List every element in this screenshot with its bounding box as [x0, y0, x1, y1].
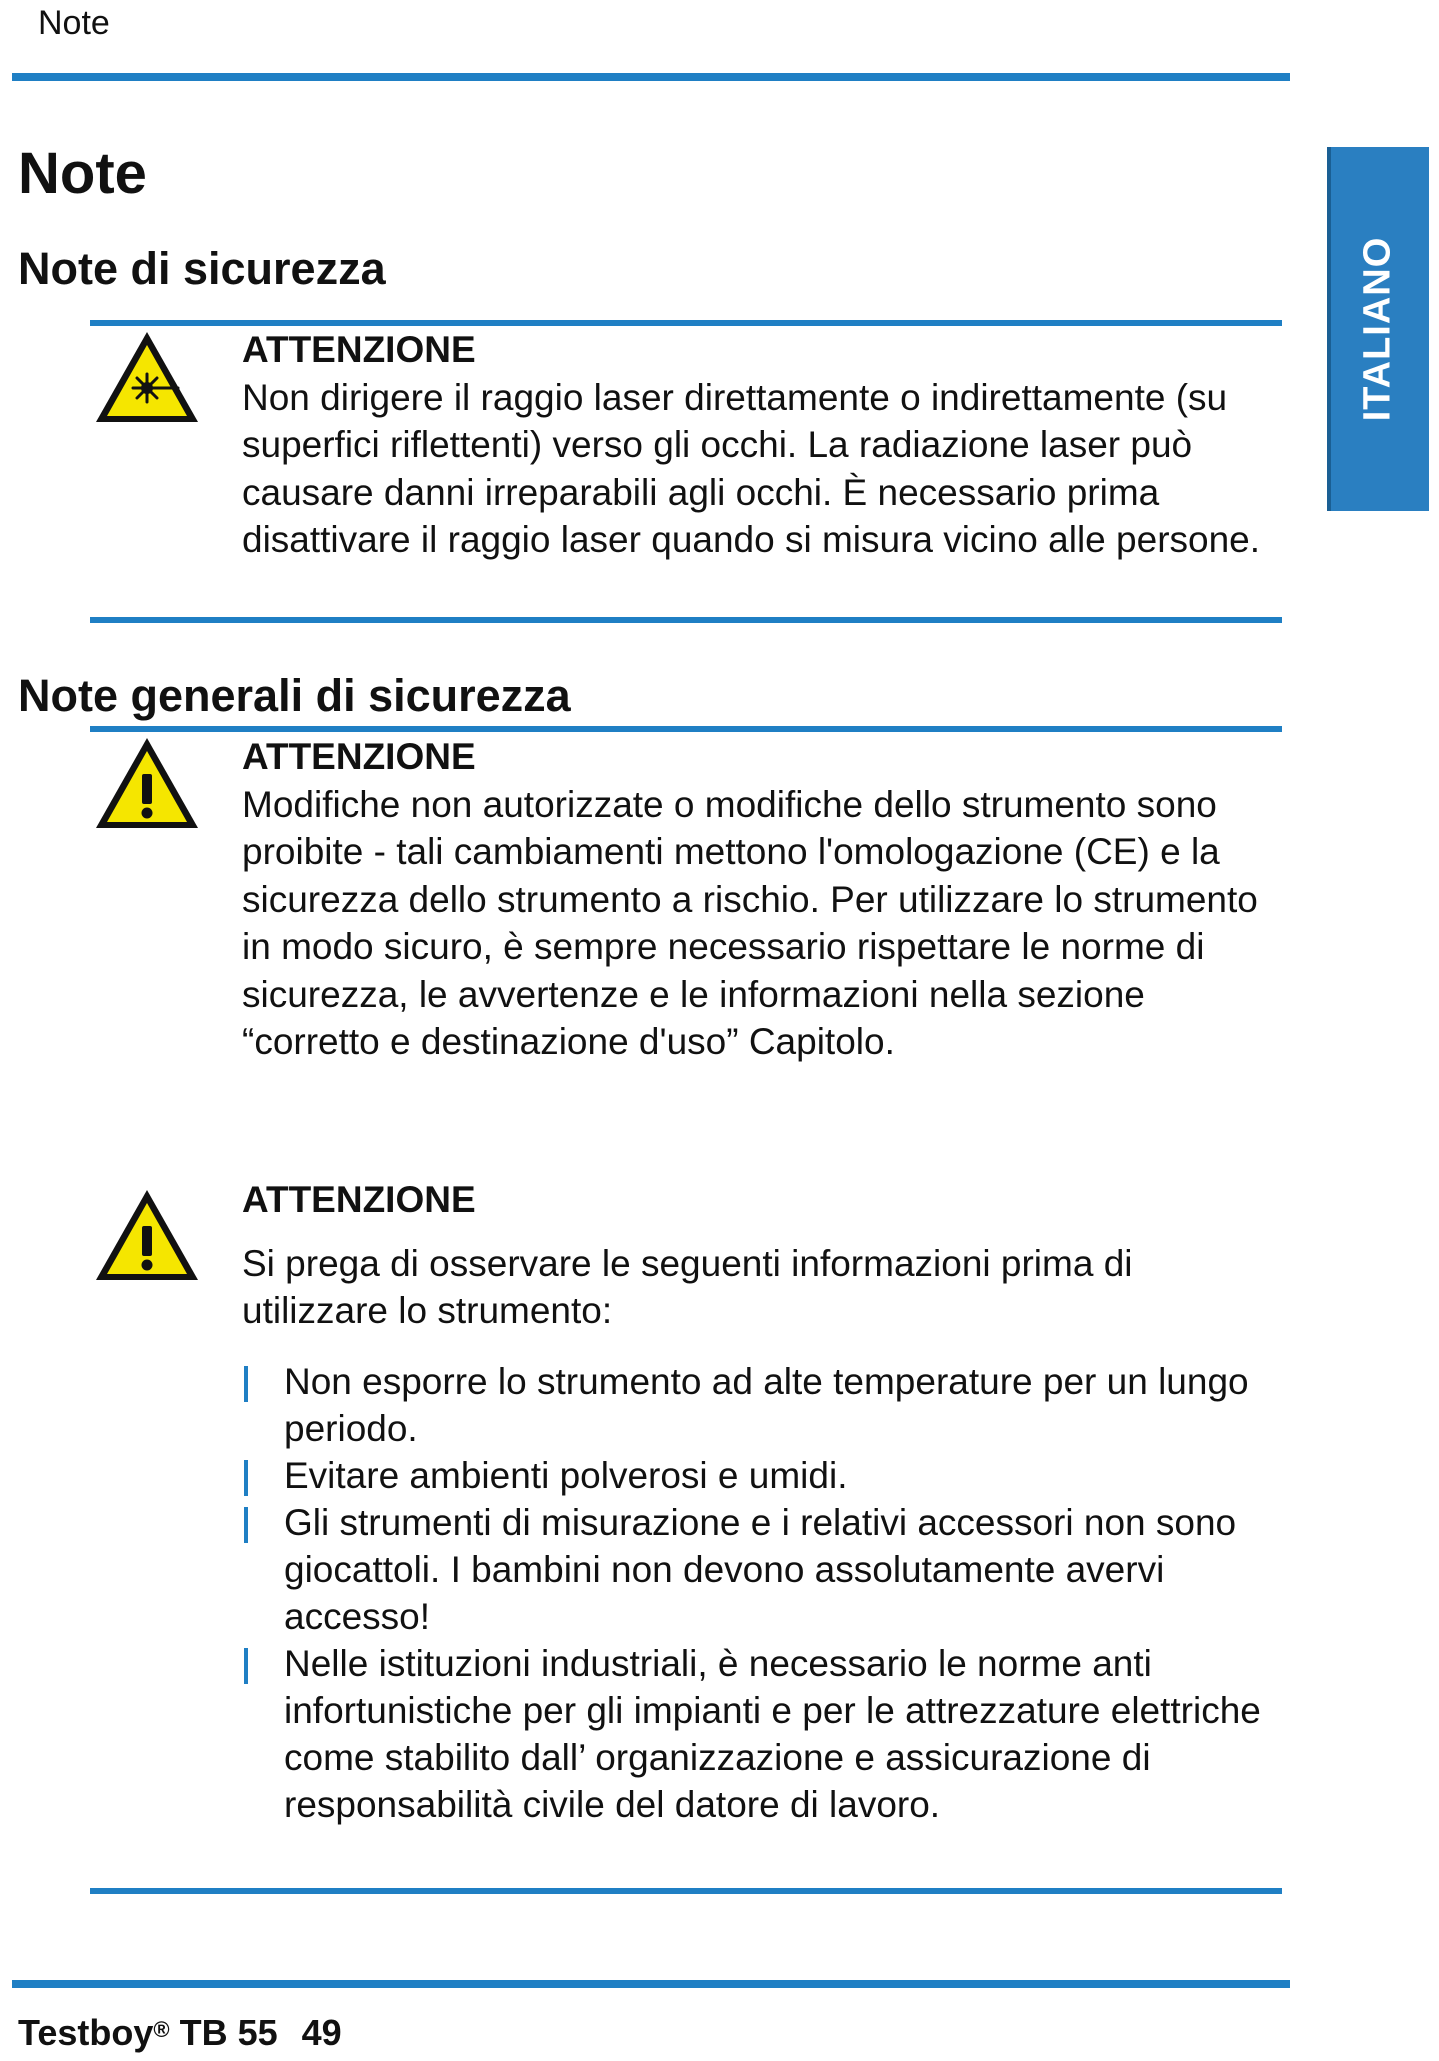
list-item-text: Nelle istituzioni industriali, è necessario le norme anti infortunistiche per gli impianti e per le attrezzature elettriche come stabilito dall’ organizzazione e assicurazione di responsabilità civile del datore di lavoro. [284, 1643, 1261, 1825]
exclamation-warning-icon [92, 734, 202, 834]
list-item [242, 1640, 1262, 1828]
laser-warning-block [242, 326, 1262, 564]
warning-text: Modifiche non autorizzate o modifiche dello strumento sono proibite - tali cambiamenti mettono l'omologazione (CE) e la sicurezza dello strumento a rischio. Per utilizzare lo strumento in modo sicuro, è sempre necessario rispettare le norme di sicurezza, le avvertenze e le informazioni nella sezione “corretto e destinazione d'uso” Capitolo. [242, 783, 1258, 1062]
page-title: Note [18, 141, 147, 206]
warning-heading: ATTENZIONE [242, 1179, 476, 1220]
laser-warning-icon [92, 328, 202, 428]
running-header: Note [38, 4, 110, 42]
footer-brand: Testboy [18, 2012, 154, 2053]
bullet-bar [244, 1648, 248, 1684]
general-top-rule [90, 726, 1282, 732]
list-item-text: Non esporre lo strumento ad alte temperature per un lungo periodo. [284, 1361, 1249, 1449]
registered-mark: ® [153, 2017, 170, 2042]
warning-bottom-rule [90, 617, 1282, 623]
general-bottom-rule [90, 1888, 1282, 1894]
page-footer [18, 2012, 342, 2054]
language-tab-label: ITALIANO [1356, 236, 1399, 422]
bullet-bar [244, 1507, 248, 1543]
bullet-bar [244, 1366, 248, 1402]
section-title-safety: Note di sicurezza [18, 243, 386, 294]
precaution-list [242, 1358, 1262, 1828]
footer-rule [12, 1980, 1290, 1988]
warning-heading: ATTENZIONE [242, 736, 476, 777]
bullet-bar [244, 1460, 248, 1496]
footer-model: TB 55 [179, 2012, 278, 2053]
section-title-general: Note generali di sicurezza [18, 670, 571, 721]
warning-intro: Si prega di osservare le seguenti informazioni prima di utilizzare lo strumento: [242, 1242, 1133, 1331]
warning-heading: ATTENZIONE [242, 329, 476, 370]
list-item-text: Evitare ambienti polverosi e umidi. [284, 1455, 848, 1496]
footer-page-number: 49 [301, 2012, 342, 2053]
warning-text: Non dirigere il raggio laser direttamente o indirettamente (su superfici riflettenti) verso gli occhi. La radiazione laser può causare danni irreparabili agli occhi. È necessario prima disattivare il raggio laser quando si misura vicino alle persone. [242, 376, 1261, 560]
header-rule [12, 73, 1290, 81]
list-item [242, 1452, 1262, 1499]
list-item [242, 1358, 1262, 1452]
exclamation-warning-icon [92, 1186, 202, 1286]
list-item-text: Gli strumenti di misurazione e i relativi accessori non sono giocattoli. I bambini non devono assolutamente avervi accesso! [284, 1502, 1237, 1637]
list-item [242, 1499, 1262, 1640]
language-tab [1327, 147, 1429, 511]
general-warning-block-2 [242, 1176, 1262, 1335]
general-warning-block-1 [242, 733, 1262, 1066]
